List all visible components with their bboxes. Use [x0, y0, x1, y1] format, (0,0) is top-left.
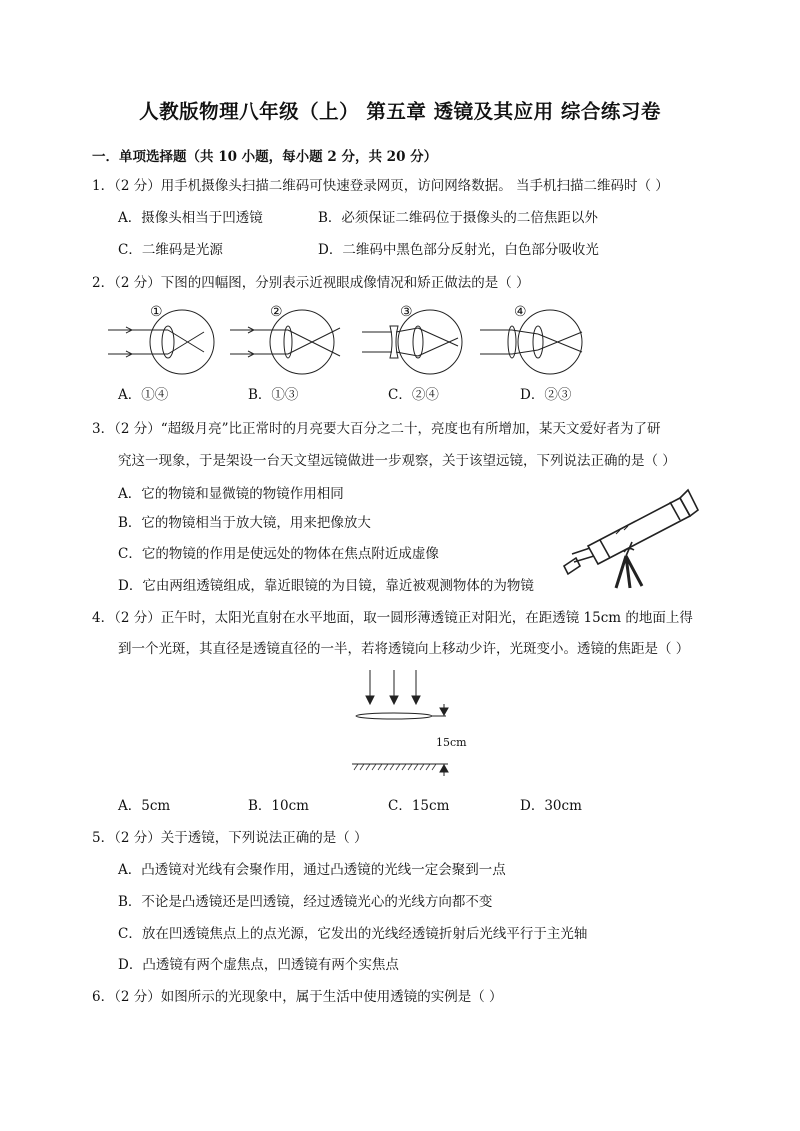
telescope-image	[560, 482, 710, 592]
q4-option-a: A．5cm	[118, 798, 171, 814]
q1-option-b: B．必须保证二维码位于摄像头的二倍焦距以外	[318, 210, 598, 226]
q5-option-a: A．凸透镜对光线有会聚作用，通过凸透镜的光线一定会聚到一点	[118, 862, 506, 878]
diagram-1-label: ①	[150, 304, 163, 320]
diagram-2-label: ②	[270, 304, 283, 320]
q3-stem-line2: 究这一现象，于是架设一台天文望远镜做进一步观察，关于该望远镜，下列说法正确的是（ ）	[118, 453, 676, 469]
q4-stem-line2: 到一个光斑，其直径是透镜直径的一半，若将透镜向上移动少许，光斑变小。透镜的焦距是（ ）	[118, 641, 690, 657]
diagram-4-label: ④	[514, 304, 527, 320]
q4-option-d: D．30cm	[520, 798, 582, 814]
q4-option-c: C．15cm	[388, 798, 450, 814]
q5-option-c: C．放在凹透镜焦点上的点光源，它发出的光线经透镜折射后光线平行于主光轴	[118, 926, 588, 942]
q5-stem: 5．（2 分）关于透镜，下列说法正确的是（ ）	[92, 830, 368, 846]
q6-stem: 6．（2 分）如图所示的光现象中，属于生活中使用透镜的实例是（ ）	[92, 989, 503, 1005]
q1-option-a: A．摄像头相当于凹透镜	[118, 210, 263, 226]
q2-option-d: D．②③	[520, 387, 572, 403]
q1-option-d: D．二维码中黑色部分反射光，白色部分吸收光	[318, 242, 599, 258]
q3-option-c: C．它的物镜的作用是使远处的物体在焦点附近成虚像	[118, 546, 439, 562]
q5-option-b: B．不论是凸透镜还是凹透镜，经过透镜光心的光线方向都不变	[118, 894, 493, 910]
q4-option-b: B．10cm	[248, 798, 309, 814]
q1-option-c: C．二维码是光源	[118, 242, 223, 258]
section-heading: 一．单项选择题（共 10 小题，每小题 2 分，共 20 分）	[92, 149, 438, 165]
q5-option-d: D．凸透镜有两个虚焦点，凹透镜有两个实焦点	[118, 957, 399, 973]
q3-option-d: D．它由两组透镜组成，靠近眼镜的为目镜，靠近被观测物体的为物镜	[118, 578, 534, 594]
q2-option-c: C．②④	[388, 387, 439, 403]
q1-stem: 1．（2 分）用手机摄像头扫描二维码可快速登录网页，访问网络数据。 当手机扫描二维码时（ ）	[92, 178, 669, 194]
diagram-3-label: ③	[400, 304, 413, 320]
q3-option-b: B．它的物镜相当于放大镜，用来把像放大	[118, 515, 371, 531]
q2-eye-diagrams	[100, 300, 600, 380]
eye-diagram-4	[480, 310, 582, 374]
q4-lens-diagram	[350, 664, 490, 784]
q3-option-a: A．它的物镜和显微镜的物镜作用相同	[118, 486, 344, 502]
q3-stem-line1: 3．（2 分）“超级月亮”比正常时的月亮要大百分之二十，亮度也有所增加，某天文爱好者为了研	[92, 421, 661, 437]
eye-diagram-2	[230, 310, 340, 374]
q2-option-a: A．①④	[118, 387, 169, 403]
distance-label: 15cm	[436, 736, 467, 749]
q4-stem-line1: 4．（2 分）正午时，太阳光直射在水平地面，取一圆形薄透镜正对阳光，在距透镜 15cm 的地面上得	[92, 610, 693, 626]
q2-stem: 2．（2 分）下图的四幅图，分别表示近视眼成像情况和矫正做法的是（ ）	[92, 275, 530, 291]
q2-option-b: B．①③	[248, 387, 299, 403]
page-title: 人教版物理八年级（上） 第五章 透镜及其应用 综合练习卷	[139, 100, 661, 123]
